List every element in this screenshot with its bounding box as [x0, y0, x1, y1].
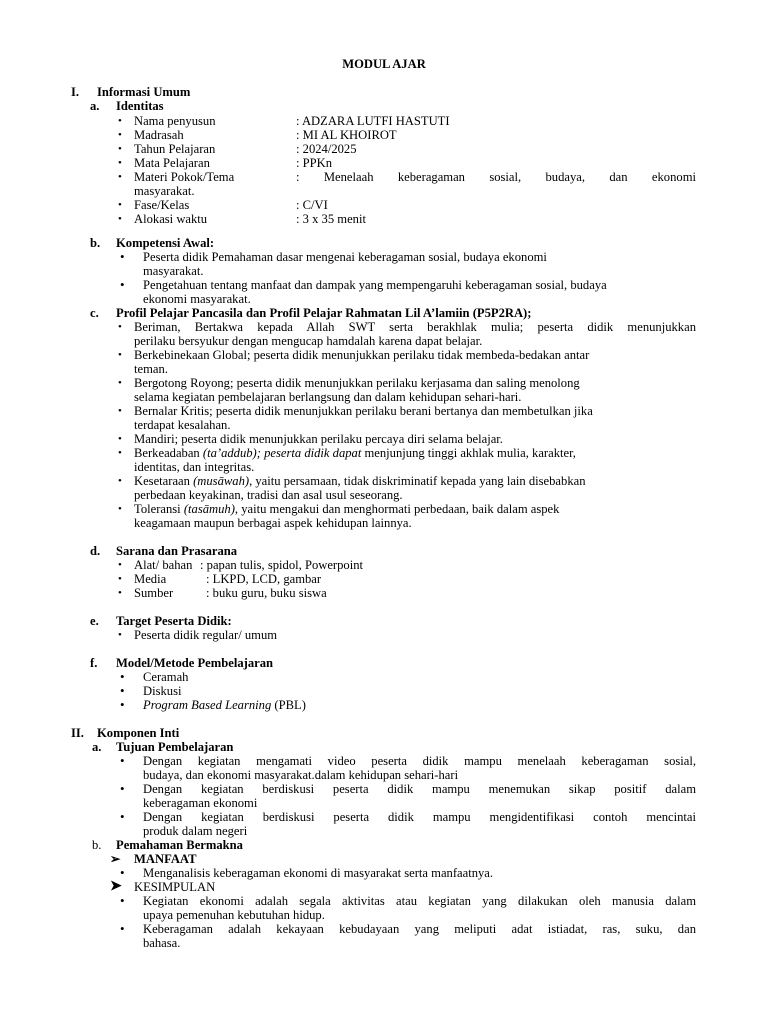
facility-key: Media — [134, 572, 167, 586]
bullet-icon: • — [118, 377, 122, 389]
identity-value: : PPKn — [296, 156, 333, 170]
objective-item-continued: keberagaman ekonomi — [143, 796, 258, 810]
subsection-a-heading: Identitas — [116, 99, 164, 113]
identity-key: Alokasi waktu — [134, 212, 208, 226]
profile-item-continued: keagamaan maupun berbagai aspek kehidupan lainnya. — [134, 516, 412, 530]
list-item: Peserta didik Pemahaman dasar mengenai keberagaman sosial, budaya ekonomi — [143, 250, 547, 264]
bullet-icon: • — [118, 115, 122, 127]
profile-item-italic: (ta’addub); peserta didik dapat — [202, 446, 362, 460]
subsection-d-number: d. — [90, 544, 101, 558]
identity-key: Materi Pokok/Tema — [134, 170, 235, 184]
subsection-b-heading: Kompetensi Awal: — [116, 236, 215, 250]
subsection-c-number: c. — [90, 306, 99, 320]
subsection-a-number: a. — [90, 99, 100, 113]
profile-item — [134, 446, 576, 460]
facility-value: : papan tulis, spidol, Powerpoint — [200, 558, 364, 572]
conclusion-item-continued: bahasa. — [143, 936, 181, 950]
subsection-f-heading: Model/Metode Pembelajaran — [116, 656, 274, 670]
method-item: Diskusi — [143, 684, 182, 698]
method-item-text: (PBL) — [271, 698, 306, 712]
bullet-icon: • — [118, 587, 122, 599]
facility-key: Alat/ bahan — [134, 558, 193, 572]
bullet-icon: • — [118, 573, 122, 585]
identity-value: : 3 x 35 menit — [296, 212, 366, 226]
profile-item-text: , yaitu persamaan, tidak diskriminatif kepada yang lain disebabkan — [249, 474, 586, 488]
bullet-icon: • — [120, 697, 125, 712]
profile-item-text: Toleransi — [134, 502, 184, 516]
bullet-icon: • — [118, 157, 122, 169]
bullet-icon: • — [120, 921, 125, 936]
bullet-icon: • — [120, 683, 125, 698]
profile-item-text: , yaitu mengakui dan menghormati perbedaan, baik dalam aspek — [234, 502, 560, 516]
identity-value: : C/VI — [296, 198, 328, 212]
identity-key: Mata Pelajaran — [134, 156, 210, 170]
section-2-number: II. — [71, 726, 84, 740]
identity-value-continued: masyarakat. — [134, 184, 195, 198]
target-item: Peserta didik regular/ umum — [134, 628, 278, 642]
profile-item-continued: perilaku bersyukur dengan mengucap hamdalah karena dapat belajar. — [134, 334, 483, 348]
profile-item-italic: (tasāmuh) — [183, 502, 235, 516]
bullet-icon: • — [118, 129, 122, 141]
identity-value: : 2024/2025 — [296, 142, 357, 156]
profile-item-text: Kesetaraan — [134, 474, 194, 488]
section-1-heading: Informasi Umum — [97, 85, 191, 99]
arrow-right-icon: ➤ — [110, 879, 122, 894]
profile-item: Bergotong Royong; peserta didik menunjukkan perilaku kerjasama dan saling menolong — [134, 376, 580, 390]
identity-key: Fase/Kelas — [134, 198, 190, 212]
list-item-continued: masyarakat. — [143, 264, 204, 278]
subsection-a2-number: a. — [92, 740, 102, 754]
bullet-icon: • — [118, 349, 122, 361]
bullet-icon: • — [118, 559, 122, 571]
bullet-icon: • — [118, 171, 122, 183]
conclusion-item: Kegiatan ekonomi adalah segala aktivitas atau kegiatan yang dilakukan oleh manusia dalam — [143, 894, 696, 908]
profile-item-continued: teman. — [134, 362, 168, 376]
profile-item — [134, 502, 559, 516]
bullet-icon: • — [118, 405, 122, 417]
profile-item: Beriman, Bertakwa kepada Allah SWT serta berakhlak mulia; peserta didik menunjukkan — [134, 320, 696, 334]
bullet-icon: • — [120, 809, 125, 824]
subsection-b2-heading: Pemahaman Bermakna — [116, 838, 243, 852]
bullet-icon: • — [118, 143, 122, 155]
list-item: Pengetahuan tentang manfaat dan dampak yang mempengaruhi keberagaman sosial, budaya — [143, 278, 607, 292]
profile-item: Berkebinekaan Global; peserta didik menunjukkan perilaku tidak membeda-bedakan antar — [134, 348, 590, 362]
identity-key: Nama penyusun — [134, 114, 216, 128]
subsection-b2-number: b. — [92, 838, 102, 852]
identity-value: : ADZARA LUTFI HASTUTI — [296, 114, 450, 128]
list-item-continued: ekonomi masyarakat. — [143, 292, 251, 306]
bullet-icon: • — [120, 669, 125, 684]
profile-item-text: Berkeadaban — [134, 446, 203, 460]
arrow-right-icon: ➢ — [110, 852, 121, 866]
identity-key: Tahun Pelajaran — [134, 142, 216, 156]
profile-item-continued: perbedaan keyakinan, tradisi dan asal usul seseorang. — [134, 488, 403, 502]
objective-item-continued: produk dalam negeri — [143, 824, 248, 838]
profile-item-italic: (musāwah) — [193, 474, 250, 488]
page-title: MODUL AJAR — [342, 57, 426, 71]
bullet-icon: • — [118, 321, 122, 333]
objective-item: Dengan kegiatan berdiskusi peserta didik mampu menemukan sikap positif dalam — [143, 782, 696, 796]
subsection-e-number: e. — [90, 614, 99, 628]
objective-item: Dengan kegiatan berdiskusi peserta didik mampu mengidentifikasi contoh mencintai — [143, 810, 696, 824]
bullet-icon: • — [120, 893, 125, 908]
profile-item — [134, 474, 586, 488]
bullet-icon: • — [120, 277, 125, 292]
bullet-icon: • — [118, 475, 122, 487]
identity-value: : MI AL KHOIROT — [296, 128, 397, 142]
subsection-d-heading: Sarana dan Prasarana — [116, 544, 238, 558]
bullet-icon: • — [118, 447, 122, 459]
objective-item-continued: budaya, dan ekonomi masyarakat.dalam kehidupan sehari-hari — [143, 768, 459, 782]
facility-value: : buku guru, buku siswa — [206, 586, 327, 600]
conclusion-item: Keberagaman adalah kekayaan kebudayaan yang meliputi adat istiadat, ras, suku, dan — [143, 922, 696, 936]
section-2-heading: Komponen Inti — [97, 726, 180, 740]
conclusion-heading: KESIMPULAN — [134, 880, 216, 894]
profile-item-continued: terdapat kesalahan. — [134, 418, 231, 432]
bullet-icon: • — [120, 753, 125, 768]
bullet-icon: • — [118, 433, 122, 445]
subsection-a2-heading: Tujuan Pembelajaran — [116, 740, 234, 754]
bullet-icon: • — [118, 213, 122, 225]
profile-item-continued: identitas, dan integritas. — [134, 460, 255, 474]
identity-key: Madrasah — [134, 128, 184, 142]
subsection-c-heading: Profil Pelajar Pancasila dan Profil Pelajar Rahmatan Lil A’lamiin (P5P2RA); — [116, 306, 532, 320]
benefit-item: Menganalisis keberagaman ekonomi di masyarakat serta manfaatnya. — [143, 866, 494, 880]
objective-item: Dengan kegiatan mengamati video peserta didik mampu menelaah keberagaman sosial, — [143, 754, 696, 768]
subsection-b-number: b. — [90, 236, 101, 250]
bullet-icon: • — [120, 249, 125, 264]
benefit-heading: MANFAAT — [134, 852, 197, 866]
identity-value: : Menelaah keberagaman sosial, budaya, dan ekonomi — [296, 170, 696, 184]
facility-key: Sumber — [134, 586, 174, 600]
method-item-italic: Program Based Learning — [143, 698, 272, 712]
bullet-icon: • — [120, 781, 125, 796]
conclusion-item-continued: upaya pemenuhan kebutuhan hidup. — [143, 908, 325, 922]
method-item: Ceramah — [143, 670, 189, 684]
profile-item: Mandiri; peserta didik menunjukkan perilaku percaya diri selama belajar. — [134, 432, 503, 446]
section-1-number: I. — [71, 85, 80, 99]
bullet-icon: • — [118, 199, 122, 211]
bullet-icon: • — [118, 629, 122, 641]
subsection-e-heading: Target Peserta Didik: — [116, 614, 232, 628]
bullet-icon: • — [118, 503, 122, 515]
facility-value: : LKPD, LCD, gambar — [206, 572, 322, 586]
profile-item-continued: selama kegiatan pembelajaran berlangsung dan dalam kehidupan sehari-hari. — [134, 390, 522, 404]
bullet-icon: • — [120, 865, 125, 880]
subsection-f-number: f. — [90, 656, 98, 670]
profile-item-text: menjunjung tinggi akhlak mulia, karakter, — [361, 446, 576, 460]
method-item — [143, 698, 306, 712]
profile-item: Bernalar Kritis; peserta didik menunjukkan perilaku berani bertanya dan membetulkan jika — [134, 404, 593, 418]
